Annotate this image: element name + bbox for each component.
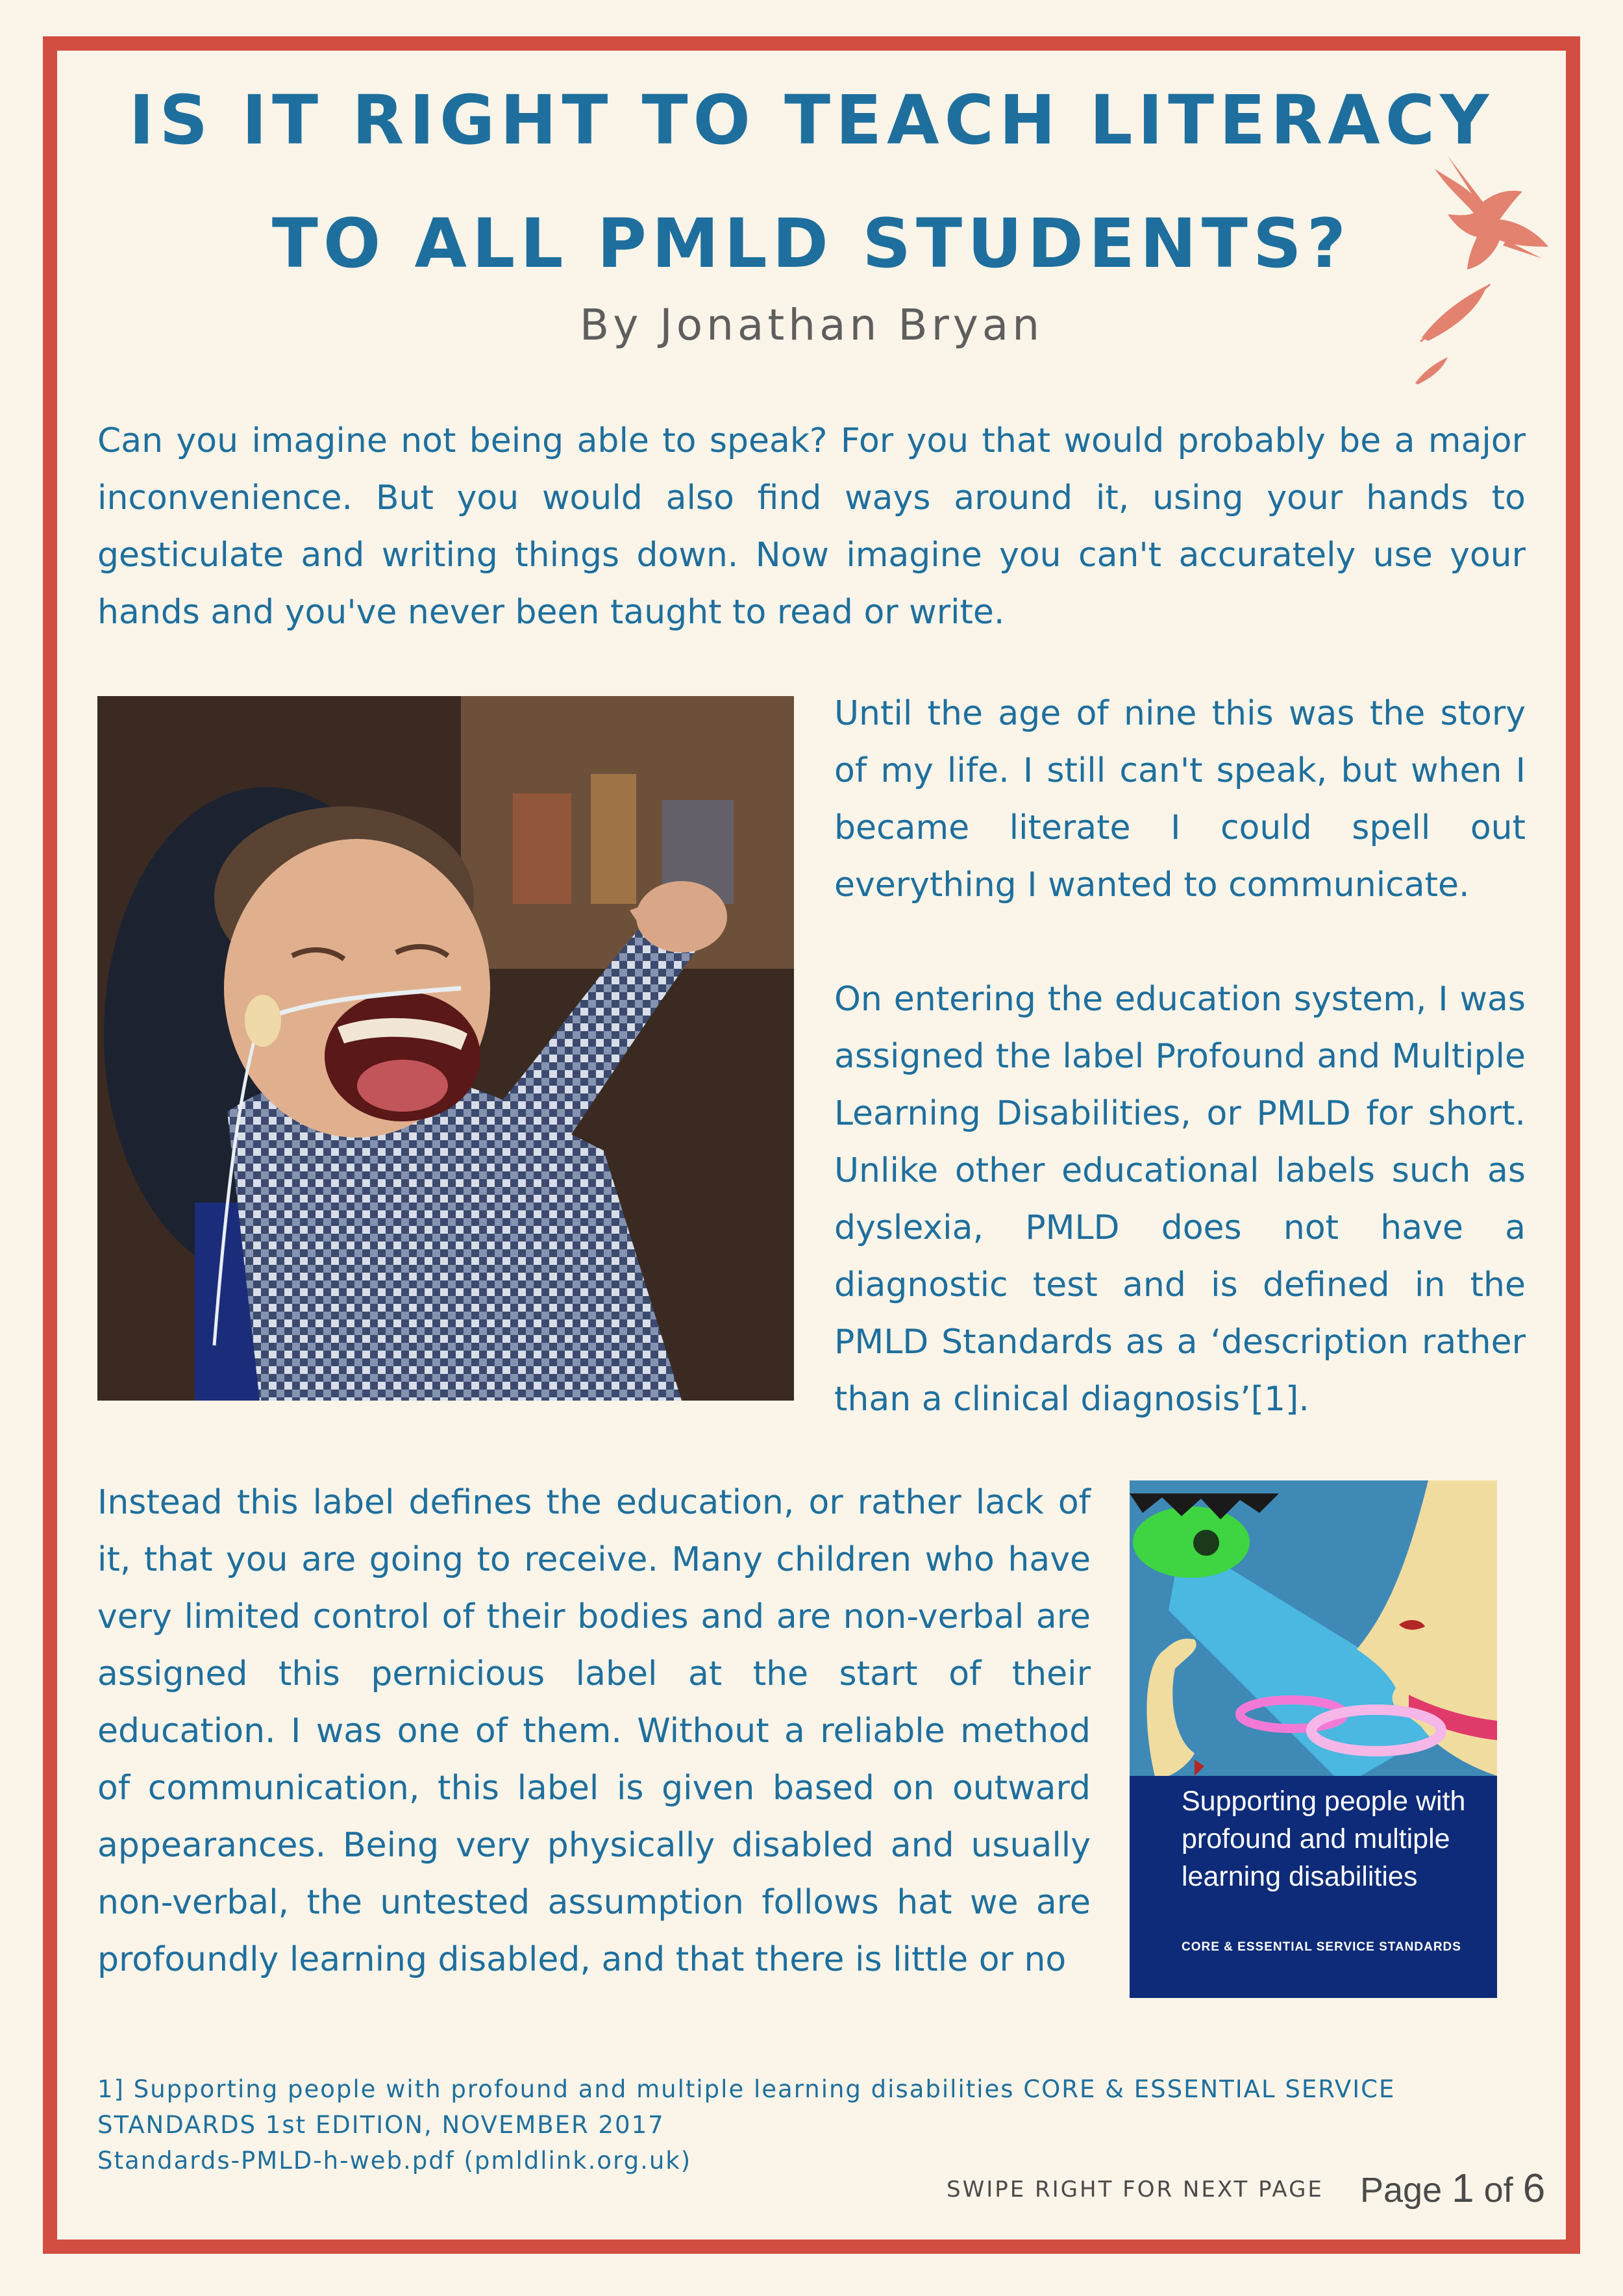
- page-word: Page: [1360, 2171, 1443, 2210]
- byline: By Jonathan Bryan: [579, 300, 1044, 350]
- standards-cover-image: [1130, 1480, 1497, 1998]
- continued-paragraph: Instead this label defines the education, or rather lack of it, that you are going to receive. Many children who have very limited control of their bodies and are non-verbal are assigned this pernicious label at the start of their education. I was one of them. Without a reliable method of communication, this label is given based on outward appearances. Being very physically disabled and usually non-verbal, the untested assumption follows hat we are profoundly learning disabled, and that there is little or no: [97, 1483, 1091, 1979]
- footnote: [97, 2071, 1526, 2178]
- footnote-line-3: Standards-PMLD-h-web.pdf (pmldlink.org.uk): [97, 2147, 692, 2175]
- right-paragraph-2: On entering the education system, I was assigned the label Profound and Multiple Learning Disabilities, or PMLD for short. Unlike other educational labels such as dyslexia, PMLD does not have a diagnostic test and is defined in the PMLD Standards as a ‘description rather than a clinical diagnosis’[1].: [834, 980, 1526, 1419]
- current-page: 1: [1452, 2166, 1474, 2211]
- footnote-line-1: 1] Supporting people with profound and multiple learning disabilities CORE & ESSENTIAL SERVICE: [97, 2075, 1396, 2103]
- intro-paragraph: Can you imagine not being able to speak? For you that would probably be a major inconvenience. But you would also find ways around it, using your hands to gesticulate and writing things down. Now imagine you can't accurately use your hands and you've never been taught to read or write.: [97, 421, 1526, 632]
- photo-illustration: [97, 696, 794, 1401]
- of-word: of: [1483, 2171, 1513, 2210]
- cover-subtitle: CORE & ESSENTIAL SERVICE STANDARDS: [1182, 1940, 1461, 1954]
- right-paragraph-1: Until the age of nine this was the story of my life. I still can't speak, but when I became literate I could spell out everything I wanted to communicate.: [834, 694, 1526, 905]
- title-line-2: TO ALL PMLD STUDENTS?: [271, 204, 1352, 283]
- right-column: [834, 685, 1526, 1428]
- bird-with-feathers-icon: [1409, 143, 1558, 390]
- swipe-hint: SWIPE RIGHT FOR NEXT PAGE: [947, 2177, 1324, 2202]
- footnote-line-2: STANDARDS 1st EDITION, NOVEMBER 2017: [97, 2111, 665, 2139]
- photo-laughing-boy: [97, 696, 794, 1401]
- cover-title: Supporting people with profound and multiple learning disabilities: [1182, 1786, 1466, 1892]
- page-indicator: [1360, 2165, 1545, 2212]
- article-title: [97, 58, 1526, 305]
- total-pages: 6: [1522, 2166, 1546, 2211]
- title-line-1: IS IT RIGHT TO TEACH LITERACY: [129, 81, 1494, 160]
